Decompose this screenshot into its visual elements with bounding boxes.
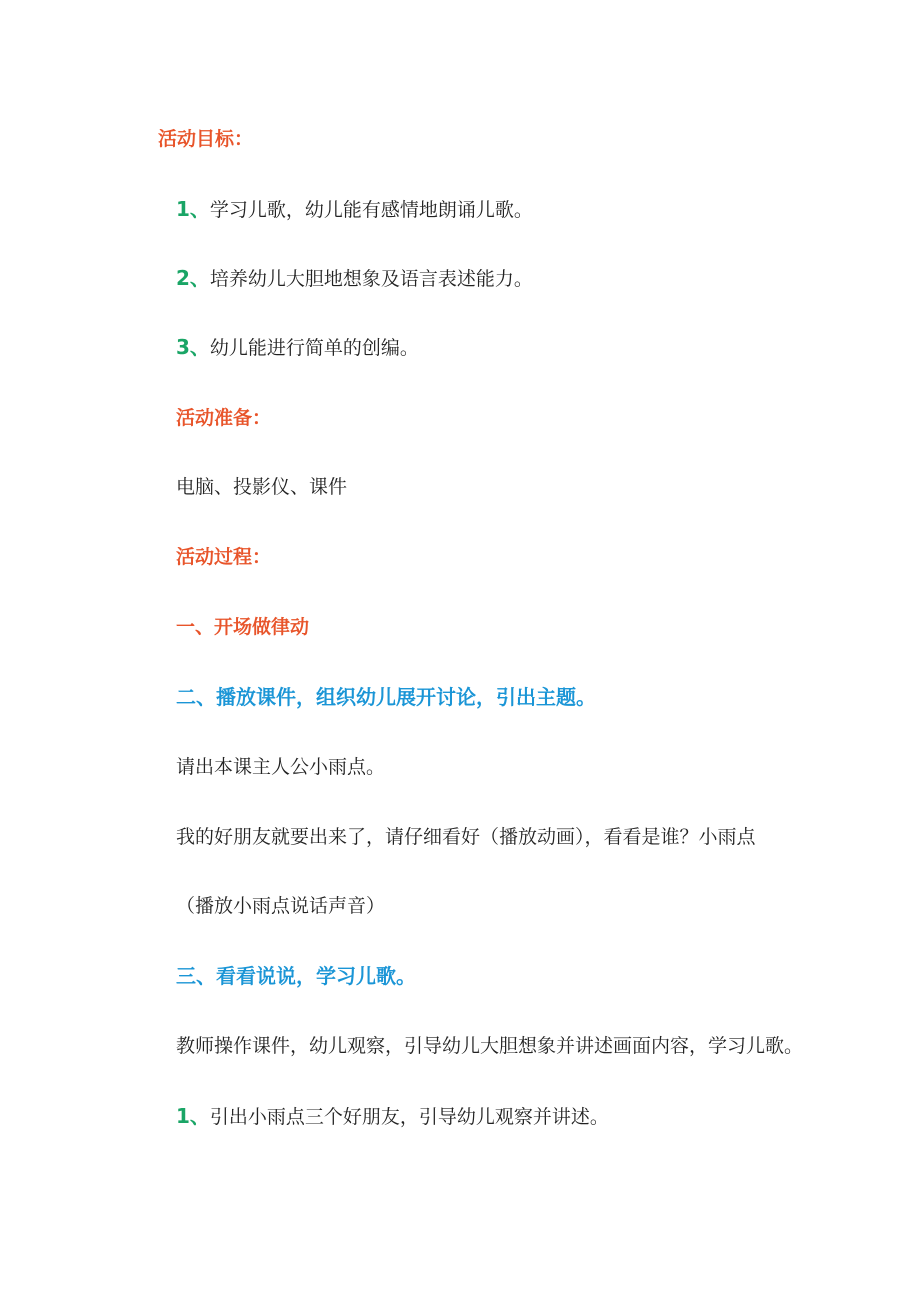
goal-item-text: 幼儿能进行简单的创编。 <box>209 337 419 359</box>
step-3-paragraph: 教师操作课件，幼儿观察，引导幼儿大胆想象并讲述画面内容，学习儿歌。 <box>176 1035 804 1057</box>
goal-item-2 <box>176 265 533 292</box>
process-heading: 活动过程： <box>176 546 272 568</box>
step-2-paragraph: 请出本课主人公小雨点。 <box>176 756 386 778</box>
step-2-paragraph: （播放小雨点说话声音） <box>176 895 386 917</box>
goal-item-number: 3、 <box>176 335 210 359</box>
process-step-3: 三、看看说说，学习儿歌。 <box>176 964 416 988</box>
step-3-item-number: 1、 <box>176 1104 210 1128</box>
preparation-heading: 活动准备： <box>176 407 272 429</box>
goal-item-3 <box>176 334 419 361</box>
preparation-text: 电脑、投影仪、课件 <box>176 476 348 498</box>
process-step-1: 一、开场做律动 <box>176 616 310 638</box>
goal-item-number: 2、 <box>176 266 210 290</box>
goal-item-text: 学习儿歌，幼儿能有感情地朗诵儿歌。 <box>209 199 533 221</box>
goal-item-text: 培养幼儿大胆地想象及语言表述能力。 <box>209 268 533 290</box>
goals-heading: 活动目标： <box>158 128 254 150</box>
step-3-item-1 <box>176 1103 609 1130</box>
process-step-2: 二、播放课件，组织幼儿展开讨论，引出主题。 <box>176 685 596 709</box>
goal-item-number: 1、 <box>176 197 210 221</box>
goal-item-1 <box>176 196 533 223</box>
step-2-paragraph: 我的好朋友就要出来了，请仔细看好（播放动画），看看是谁？小雨点 <box>176 826 756 848</box>
step-3-item-text: 引出小雨点三个好朋友，引导幼儿观察并讲述。 <box>209 1106 609 1128</box>
